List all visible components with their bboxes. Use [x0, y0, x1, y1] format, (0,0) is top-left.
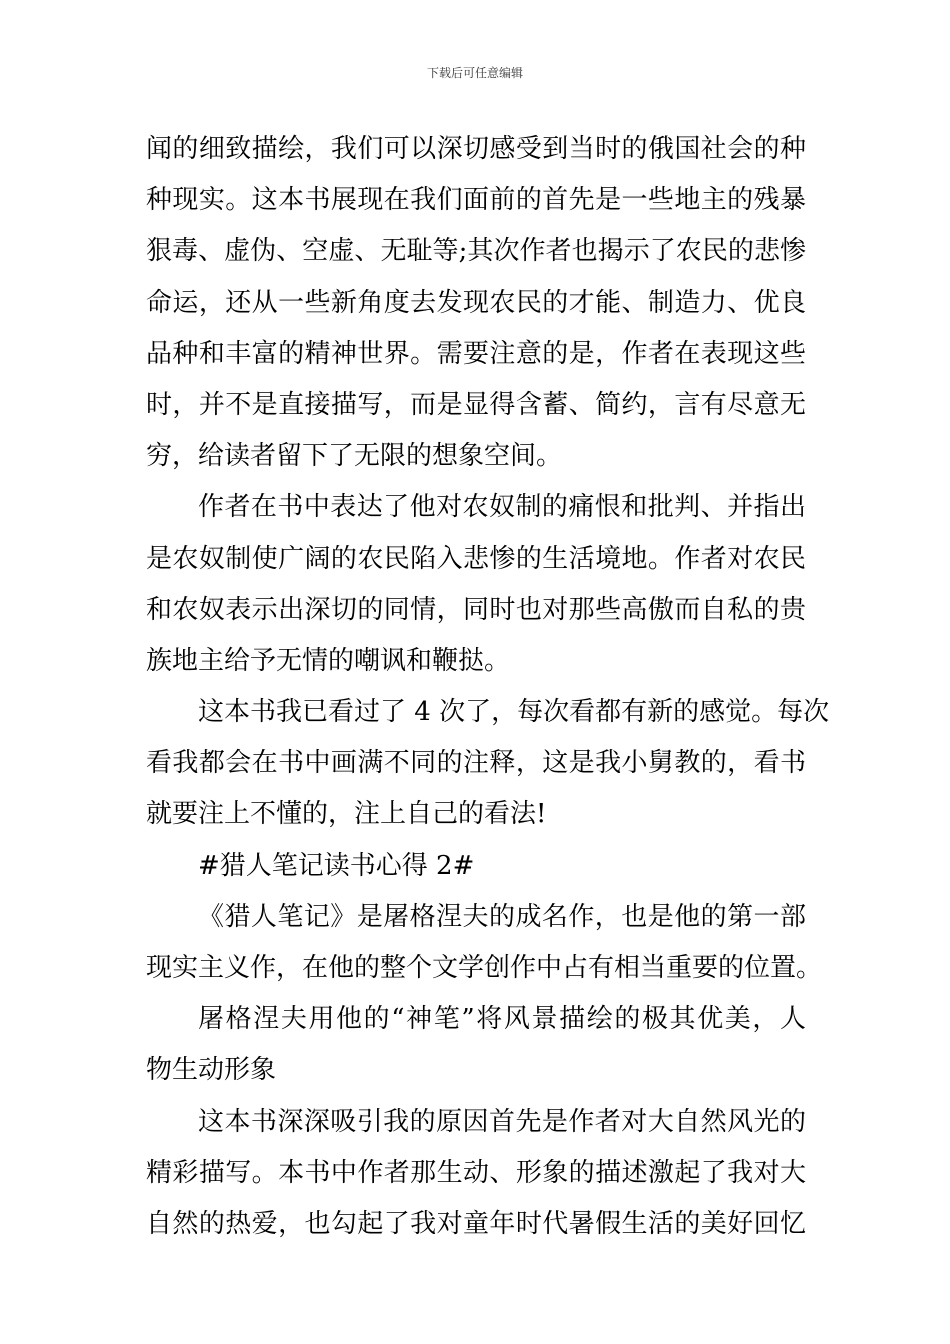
text-line: 族地主给予无情的嘲讽和鞭挞。: [146, 645, 511, 676]
text-line: 种现实。这本书展现在我们面前的首先是一些地主的残暴: [146, 185, 806, 216]
text-line: 这本书我已看过了 4 次了，每次看都有新的感觉。每次: [198, 697, 830, 728]
paragraph: [146, 892, 823, 994]
text-line: 作者在书中表达了他对农奴制的痛恨和批判、并指出: [198, 492, 806, 523]
text-line: 穷，给读者留下了无限的想象空间。: [146, 441, 563, 472]
paragraph: [146, 482, 806, 687]
paragraph: [146, 687, 830, 841]
paragraph: [146, 841, 806, 892]
text-line: 看我都会在书中画满不同的注释，这是我小舅教的，看书: [146, 748, 806, 779]
paragraph: [146, 124, 806, 482]
text-line: 是农奴制使广阔的农民陷入悲惨的生活境地。作者对农民: [146, 543, 806, 574]
text-line: 现实主义作，在他的整个文学创作中占有相当重要的位置。: [146, 953, 823, 983]
text-line: 狠毒、虚伪、空虚、无耻等;其次作者也揭示了农民的悲惨: [146, 236, 806, 267]
text-line: 时，并不是直接描写，而是显得含蓄、简约，言有尽意无: [146, 389, 806, 420]
text-line: 品种和丰富的精神世界。需要注意的是，作者在表现这些: [146, 338, 806, 369]
text-line: #猎人笔记读书心得 2#: [198, 850, 475, 881]
paragraph: [146, 994, 806, 1096]
text-line: 精彩描写。本书中作者那生动、形象的描述激起了我对大: [146, 1157, 806, 1188]
text-line: 自然的热爱，也勾起了我对童年时代暑假生活的美好回忆: [146, 1208, 806, 1239]
document-body: [146, 124, 830, 1250]
text-line: 这本书深深吸引我的原因首先是作者对大自然风光的: [198, 1106, 806, 1137]
text-line: 和农奴表示出深切的同情，同时也对那些高傲而自私的贵: [146, 594, 806, 625]
text-line: 就要注上不懂的，注上自己的看法!: [146, 799, 547, 830]
text-line: 物生动形象: [146, 1055, 277, 1086]
text-line: 命运，还从一些新角度去发现农民的才能、制造力、优良: [146, 287, 806, 318]
text-line: 屠格涅夫用他的“神笔”将风景描绘的极其优美，人: [198, 1004, 806, 1035]
text-line: 《猎人笔记》是屠格涅夫的成名作，也是他的第一部: [198, 901, 806, 932]
text-line: 闻的细致描绘，我们可以深切感受到当时的俄国社会的种: [146, 134, 806, 164]
paragraph: [146, 1097, 806, 1251]
page-header: 下载后可任意编辑: [426, 66, 523, 80]
